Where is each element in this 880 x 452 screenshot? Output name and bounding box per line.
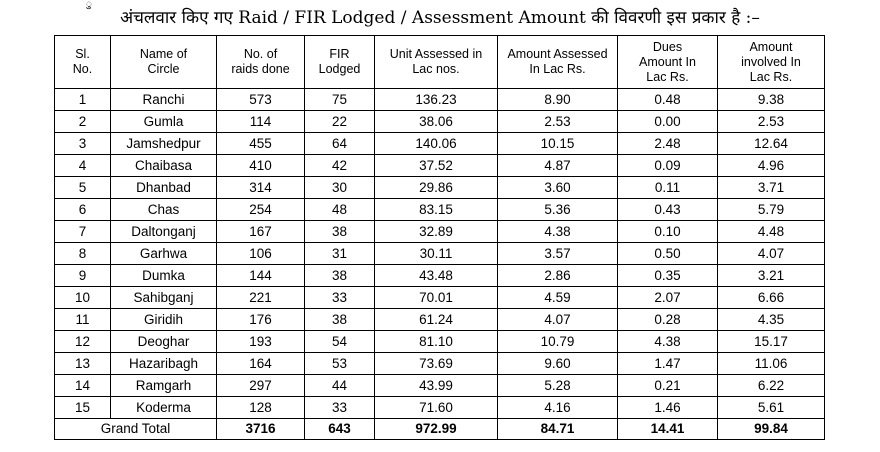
header-fir: FIR Lodged <box>305 36 375 89</box>
cell-fir: 42 <box>305 155 375 177</box>
cell-raids: 410 <box>217 155 305 177</box>
cell-amount-involved: 3.71 <box>718 177 825 199</box>
table-row <box>55 155 825 177</box>
cell-sl-no: 7 <box>55 221 111 243</box>
cell-circle: Chas <box>111 199 217 221</box>
page-heading: अंचलवार किए गए Raid / FIR Lodged / Assessment Amount की विवरणी इस प्रकार है :– <box>120 8 760 28</box>
cell-circle: Gumla <box>111 111 217 133</box>
cell-sl-no: 9 <box>55 265 111 287</box>
table-row <box>55 265 825 287</box>
total-cell-unit-assessed: 972.99 <box>375 419 498 440</box>
cell-unit-assessed: 30.11 <box>375 243 498 265</box>
cell-raids: 176 <box>217 309 305 331</box>
cell-fir: 33 <box>305 397 375 419</box>
cell-dues: 0.43 <box>618 199 718 221</box>
cell-amount-assessed: 3.57 <box>498 243 618 265</box>
cell-dues: 4.38 <box>618 331 718 353</box>
cell-raids: 114 <box>217 111 305 133</box>
cell-sl-no: 2 <box>55 111 111 133</box>
cell-circle: Ramgarh <box>111 375 217 397</box>
cell-circle: Dumka <box>111 265 217 287</box>
cell-dues: 0.50 <box>618 243 718 265</box>
cell-raids: 106 <box>217 243 305 265</box>
table-row <box>55 177 825 199</box>
cell-fir: 64 <box>305 133 375 155</box>
cell-unit-assessed: 71.60 <box>375 397 498 419</box>
cell-circle: Giridih <box>111 309 217 331</box>
cell-amount-involved: 5.61 <box>718 397 825 419</box>
cell-circle: Hazaribagh <box>111 353 217 375</box>
cell-amount-involved: 4.96 <box>718 155 825 177</box>
table-row <box>55 89 825 111</box>
header-amount-involved: Amount involved In Lac Rs. <box>718 36 825 89</box>
cell-amount-involved: 5.79 <box>718 199 825 221</box>
cell-unit-assessed: 43.99 <box>375 375 498 397</box>
cell-amount-involved: 4.07 <box>718 243 825 265</box>
cell-circle: Ranchi <box>111 89 217 111</box>
cell-amount-assessed: 4.59 <box>498 287 618 309</box>
cell-dues: 2.07 <box>618 287 718 309</box>
total-cell-amount-involved: 99.84 <box>718 419 825 440</box>
cell-amount-assessed: 2.53 <box>498 111 618 133</box>
cell-circle: Deoghar <box>111 331 217 353</box>
table-row <box>55 199 825 221</box>
table-row <box>55 353 825 375</box>
cell-amount-involved: 2.53 <box>718 111 825 133</box>
cell-sl-no: 5 <box>55 177 111 199</box>
cell-amount-involved: 4.48 <box>718 221 825 243</box>
cell-raids: 297 <box>217 375 305 397</box>
cell-amount-assessed: 4.87 <box>498 155 618 177</box>
cell-amount-involved: 6.66 <box>718 287 825 309</box>
header-sl-no: Sl. No. <box>55 36 111 89</box>
cell-raids: 144 <box>217 265 305 287</box>
cell-amount-assessed: 4.16 <box>498 397 618 419</box>
table-row <box>55 133 825 155</box>
cell-amount-involved: 11.06 <box>718 353 825 375</box>
cell-sl-no: 8 <box>55 243 111 265</box>
cell-amount-assessed: 4.07 <box>498 309 618 331</box>
cell-raids: 167 <box>217 221 305 243</box>
grand-total-row <box>55 419 825 440</box>
cell-fir: 38 <box>305 309 375 331</box>
cell-amount-assessed: 9.60 <box>498 353 618 375</box>
cell-dues: 1.47 <box>618 353 718 375</box>
cell-sl-no: 6 <box>55 199 111 221</box>
cell-sl-no: 15 <box>55 397 111 419</box>
cell-circle: Dhanbad <box>111 177 217 199</box>
cell-raids: 193 <box>217 331 305 353</box>
table-row <box>55 331 825 353</box>
cell-circle: Sahibganj <box>111 287 217 309</box>
cell-circle: Chaibasa <box>111 155 217 177</box>
cell-sl-no: 11 <box>55 309 111 331</box>
cell-fir: 75 <box>305 89 375 111</box>
cell-unit-assessed: 136.23 <box>375 89 498 111</box>
cell-fir: 31 <box>305 243 375 265</box>
total-cell-dues: 14.41 <box>618 419 718 440</box>
cell-raids: 221 <box>217 287 305 309</box>
header-raids: No. of raids done <box>217 36 305 89</box>
cell-amount-involved: 9.38 <box>718 89 825 111</box>
decorative-mark: ु <box>86 0 92 10</box>
total-cell-amount-assessed: 84.71 <box>498 419 618 440</box>
cell-raids: 455 <box>217 133 305 155</box>
header-unit-assessed: Unit Assessed in Lac nos. <box>375 36 498 89</box>
cell-fir: 53 <box>305 353 375 375</box>
cell-dues: 0.48 <box>618 89 718 111</box>
cell-fir: 30 <box>305 177 375 199</box>
cell-fir: 38 <box>305 265 375 287</box>
cell-dues: 0.28 <box>618 309 718 331</box>
table-row <box>55 111 825 133</box>
cell-unit-assessed: 73.69 <box>375 353 498 375</box>
cell-sl-no: 3 <box>55 133 111 155</box>
cell-amount-assessed: 3.60 <box>498 177 618 199</box>
cell-dues: 1.46 <box>618 397 718 419</box>
cell-amount-assessed: 10.15 <box>498 133 618 155</box>
cell-unit-assessed: 83.15 <box>375 199 498 221</box>
cell-raids: 164 <box>217 353 305 375</box>
cell-fir: 33 <box>305 287 375 309</box>
cell-sl-no: 14 <box>55 375 111 397</box>
cell-sl-no: 1 <box>55 89 111 111</box>
cell-amount-assessed: 4.38 <box>498 221 618 243</box>
cell-fir: 38 <box>305 221 375 243</box>
cell-amount-assessed: 8.90 <box>498 89 618 111</box>
cell-unit-assessed: 61.24 <box>375 309 498 331</box>
header-amount-assessed: Amount Assessed In Lac Rs. <box>498 36 618 89</box>
cell-unit-assessed: 29.86 <box>375 177 498 199</box>
cell-unit-assessed: 38.06 <box>375 111 498 133</box>
table-row <box>55 397 825 419</box>
cell-raids: 314 <box>217 177 305 199</box>
cell-unit-assessed: 140.06 <box>375 133 498 155</box>
cell-unit-assessed: 32.89 <box>375 221 498 243</box>
header-circle: Name of Circle <box>111 36 217 89</box>
grand-total-label: Grand Total <box>55 419 217 440</box>
cell-circle: Koderma <box>111 397 217 419</box>
cell-amount-involved: 12.64 <box>718 133 825 155</box>
cell-dues: 0.11 <box>618 177 718 199</box>
cell-sl-no: 4 <box>55 155 111 177</box>
cell-fir: 48 <box>305 199 375 221</box>
cell-sl-no: 10 <box>55 287 111 309</box>
cell-circle: Jamshedpur <box>111 133 217 155</box>
cell-raids: 573 <box>217 89 305 111</box>
table-row <box>55 243 825 265</box>
table-row <box>55 221 825 243</box>
cell-dues: 2.48 <box>618 133 718 155</box>
cell-dues: 0.09 <box>618 155 718 177</box>
table-row <box>55 309 825 331</box>
raid-summary-table <box>54 35 825 440</box>
cell-amount-involved: 3.21 <box>718 265 825 287</box>
cell-sl-no: 13 <box>55 353 111 375</box>
header-dues: Dues Amount In Lac Rs. <box>618 36 718 89</box>
cell-dues: 0.21 <box>618 375 718 397</box>
cell-amount-assessed: 5.36 <box>498 199 618 221</box>
table-header-row <box>55 36 825 89</box>
cell-unit-assessed: 37.52 <box>375 155 498 177</box>
cell-unit-assessed: 43.48 <box>375 265 498 287</box>
cell-amount-assessed: 2.86 <box>498 265 618 287</box>
table-row <box>55 375 825 397</box>
cell-amount-involved: 15.17 <box>718 331 825 353</box>
cell-amount-assessed: 5.28 <box>498 375 618 397</box>
table-body <box>55 89 825 440</box>
cell-circle: Daltonganj <box>111 221 217 243</box>
cell-amount-involved: 4.35 <box>718 309 825 331</box>
cell-fir: 44 <box>305 375 375 397</box>
cell-dues: 0.10 <box>618 221 718 243</box>
cell-amount-assessed: 10.79 <box>498 331 618 353</box>
cell-fir: 54 <box>305 331 375 353</box>
cell-raids: 128 <box>217 397 305 419</box>
cell-sl-no: 12 <box>55 331 111 353</box>
cell-unit-assessed: 81.10 <box>375 331 498 353</box>
cell-raids: 254 <box>217 199 305 221</box>
total-cell-fir: 643 <box>305 419 375 440</box>
cell-unit-assessed: 70.01 <box>375 287 498 309</box>
cell-fir: 22 <box>305 111 375 133</box>
total-cell-raids: 3716 <box>217 419 305 440</box>
cell-circle: Garhwa <box>111 243 217 265</box>
table-row <box>55 287 825 309</box>
cell-dues: 0.00 <box>618 111 718 133</box>
cell-dues: 0.35 <box>618 265 718 287</box>
cell-amount-involved: 6.22 <box>718 375 825 397</box>
